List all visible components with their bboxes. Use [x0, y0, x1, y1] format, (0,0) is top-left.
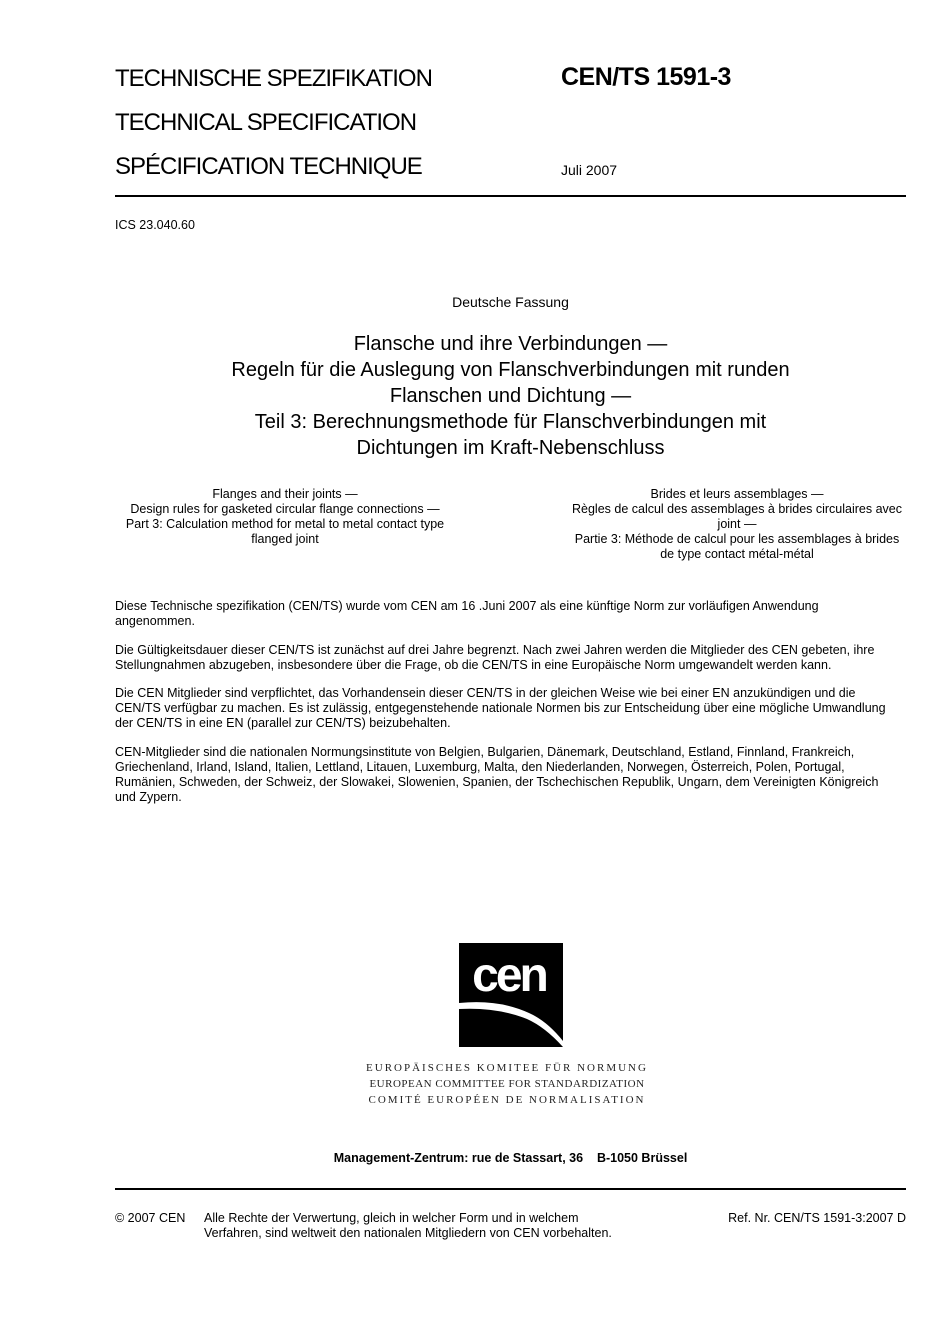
french-title-line: Partie 3: Méthode de calcul pour les assemblages à brides: [574, 532, 900, 546]
ics-code: ICS 23.040.60: [115, 218, 195, 232]
document-number: CEN/TS 1591-3: [561, 63, 731, 91]
english-title-line: Part 3: Calculation method for metal to metal contact type: [125, 517, 445, 531]
paragraph-line: der CEN/TS in eine EN (parallel zur CEN/TS) beizubehalten.: [115, 716, 451, 730]
paragraph-line: und Zypern.: [115, 790, 182, 804]
paragraph-line: Rumänien, Schweden, der Schweiz, der Slowakei, Slowenien, Spanien, der Tschechischen Republik, Ungarn, dem Vereinigten Königreich: [115, 775, 879, 789]
french-title-line: joint —: [717, 517, 757, 531]
rights-notice: [204, 1211, 674, 1241]
paragraph-validity: [115, 643, 910, 673]
paragraph-line: angenommen.: [115, 614, 195, 628]
footer-rule: [115, 1188, 906, 1190]
cen-logo: [459, 943, 563, 1047]
main-title-line: Teil 3: Berechnungsmethode für Flanschverbindungen mit: [254, 411, 767, 433]
publication-date: Juli 2007: [561, 162, 618, 178]
main-title-line: Dichtungen im Kraft-Nebenschluss: [356, 437, 665, 459]
reference-number: Ref. Nr. CEN/TS 1591-3:2007 D: [728, 1211, 906, 1225]
main-title-line: Flansche und ihre Verbindungen —: [353, 333, 668, 355]
org-name-en: EUROPEAN COMMITTEE FOR STANDARDIZATION: [369, 1078, 645, 1090]
french-title-line: de type contact métal-métal: [660, 547, 814, 561]
main-title: [115, 331, 906, 461]
paragraph-line: CEN-Mitglieder sind die nationalen Normungsinstitute von Belgien, Bulgarien, Dänemark, Deutschland, Estland, Finnland, Frankreich,: [115, 745, 855, 759]
rights-line: Verfahren, sind weltweit den nationalen Mitgliedern von CEN vorbehalten.: [204, 1226, 612, 1240]
paragraph-adoption: [115, 599, 910, 629]
french-title: [561, 487, 913, 562]
main-title-line: Regeln für die Auslegung von Flanschverbindungen mit runden: [231, 359, 790, 381]
paragraph-line: Stellungnahmen abzugeben, insbesondere über die Frage, ob die CEN/TS in eine Europäische Norm umgewandelt werden kann.: [115, 658, 832, 672]
paragraph-line: Diese Technische spezifikation (CEN/TS) wurde vom CEN am 16 .Juni 2007 als eine künftige Norm zur vorläufigen Anwendung: [115, 599, 819, 613]
paragraph-line: Die Gültigkeitsdauer dieser CEN/TS ist zunächst auf drei Jahre begrenzt. Nach zwei Jahren werden die Mitglieder des CEN gebeten, ihre: [115, 643, 875, 657]
copyright: © 2007 CEN: [115, 1211, 186, 1225]
header-rule: [115, 195, 906, 197]
english-title-line: Flanges and their joints —: [212, 487, 358, 501]
org-name-de: EUROPÄISCHES KOMITEE FÜR NORMUNG: [366, 1062, 648, 1074]
main-title-line: Flanschen und Dichtung —: [389, 385, 632, 407]
spec-title-de: TECHNISCHE SPEZIFIKATION: [115, 65, 432, 92]
paragraph-line: Griechenland, Irland, Island, Italien, Lettland, Litauen, Luxemburg, Malta, den Niederlanden, Norwegen, Österreich, Polen, Portugal,: [115, 760, 845, 774]
version-label: Deutsche Fassung: [452, 294, 569, 310]
org-name-fr: COMITÉ EUROPÉEN DE NORMALISATION: [368, 1094, 646, 1106]
spec-title-en: TECHNICAL SPECIFICATION: [115, 109, 417, 136]
management-address: Management-Zentrum: rue de Stassart, 36 B-1050 Brüssel: [333, 1151, 688, 1165]
paragraph-line: Die CEN Mitglieder sind verpflichtet, das Vorhandensein dieser CEN/TS in der gleichen Weise wie bei einer EN anzukündigen und die: [115, 686, 856, 700]
english-title-line: flanged joint: [251, 532, 319, 546]
paragraph-obligations: [115, 686, 910, 731]
paragraph-members: [115, 745, 910, 805]
french-title-line: Brides et leurs assemblages —: [650, 487, 824, 501]
french-title-line: Règles de calcul des assemblages à brides circulaires avec: [571, 502, 903, 516]
rights-line: Alle Rechte der Verwertung, gleich in welcher Form und in welchem: [204, 1211, 579, 1225]
spec-title-fr: SPÉCIFICATION TECHNIQUE: [115, 153, 422, 180]
paragraph-line: CEN/TS verfügbar zu machen. Es ist zulässig, entgegenstehende nationale Normen bis zur Entscheidung über eine mögliche Umwandlung: [115, 701, 886, 715]
cen-logo-text: cen: [472, 949, 546, 1002]
organization-names: [300, 1060, 714, 1108]
english-title-line: Design rules for gasketed circular flange connections —: [130, 502, 440, 516]
english-title: [115, 487, 455, 547]
